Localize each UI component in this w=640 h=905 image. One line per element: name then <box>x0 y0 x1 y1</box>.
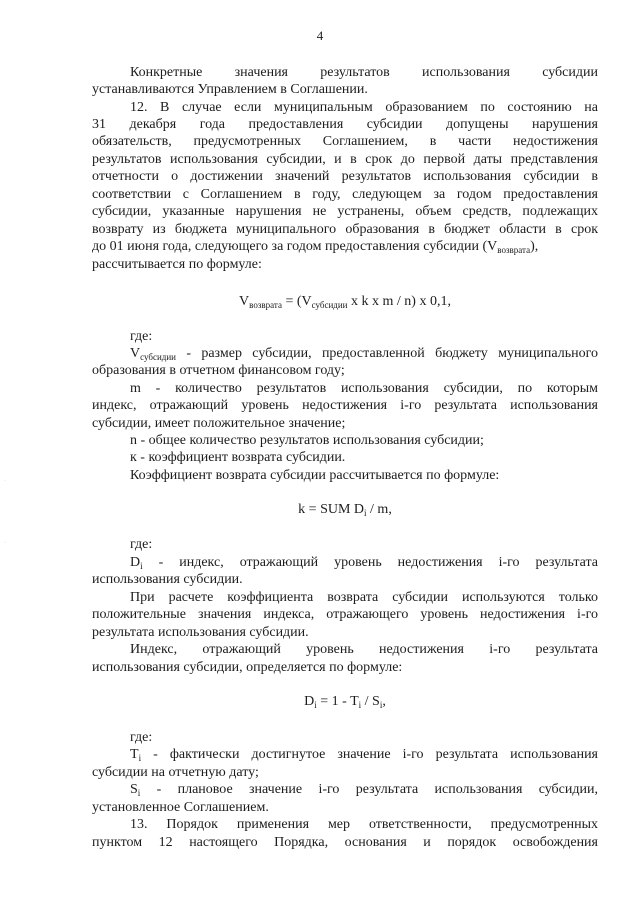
text-line: отчетности о достижении значений результатов использования субсидии в <box>92 169 598 184</box>
scan-edge-mark: · <box>4 478 6 484</box>
text-line: субсидии на отчетную дату; <box>92 765 259 780</box>
text-line: результатов использования субсидии, и в срок до первой даты представления <box>92 152 598 167</box>
definition-v-subsidy: $V_{субсидии}$ - размер субсидии, предоставленной бюджету муниципального <box>130 346 598 362</box>
definition-s: $S_i$ - плановое значение i-го результата использования субсидии, <box>130 782 598 798</box>
text-line: индекс, отражающий уровень недостижения i-го результата использования <box>92 398 598 413</box>
text-line: субсидии, имеет положительное значение; <box>92 416 346 431</box>
where-label: где: <box>130 329 153 344</box>
text-line: положительные значения индекса, отражающего уровень недостижения i-го <box>92 607 598 622</box>
paragraph-13-start: 13. Порядок применения мер ответственности, предусмотренных <box>130 817 598 832</box>
scan-edge-mark: · <box>4 540 6 546</box>
text-line: субсидии, указанные нарушения не устранены, объем средств, подлежащих <box>92 204 598 219</box>
text-line: обязательств, предусмотренных Соглашением, в части недостижения <box>92 134 598 149</box>
definition-m: m - количество результатов использования субсидии, по которым <box>130 381 598 396</box>
text-line: пунктом 12 настоящего Порядка, основания и порядок освобождения <box>92 835 598 850</box>
paragraph-12-start: 12. В случае если муниципальным образованием по состоянию на <box>130 100 598 115</box>
text-line: соответствии с Соглашением в году, следующем за годом предоставления <box>92 187 598 202</box>
definition-k: к - коэффициент возврата субсидии. <box>130 450 346 465</box>
page-number: 4 <box>316 28 324 43</box>
text-line: до 01 июня года, следующего за годом предоставления субсидии $(V_{возврата})$, <box>92 239 539 255</box>
definition-t: $T_i$ - фактически достигнутое значение i-го результата использования <box>130 747 598 763</box>
text-line: Конкретные значения результатов использования субсидии <box>130 65 598 80</box>
definition-n: n - общее количество результатов использования субсидии; <box>130 433 484 448</box>
definition-d: $D_i$ - индекс, отражающий уровень недостижения i-го результата <box>130 555 598 571</box>
where-label: где: <box>130 730 153 745</box>
text-line: образования в отчетном финансовом году; <box>92 363 345 378</box>
text-line: установленное Соглашением. <box>92 800 269 815</box>
text-line: рассчитывается по формуле: <box>92 257 262 272</box>
text-line: использования субсидии. <box>92 572 243 587</box>
text-line: Коэффициент возврата субсидии рассчитывается по формуле: <box>130 468 500 483</box>
text-line: возврату из бюджета муниципального образования в бюджет области в срок <box>92 222 598 237</box>
formula-d: $D_i = 1 - T_i / S_i$, <box>304 694 386 710</box>
formula-k: k = SUM $D_i$ / m, <box>298 502 392 518</box>
formula-v-return: $V_{возврата} = (V_{субсидии}$ x k x m / n) x 0,1, <box>239 294 451 310</box>
text-line: результата использования субсидии. <box>92 625 309 640</box>
where-label: где: <box>130 537 153 552</box>
text-line: 31 декабря года предоставления субсидии допущены нарушения <box>92 117 598 132</box>
text-line: устанавливаются Управлением в Соглашении. <box>92 82 368 97</box>
text-line: При расчете коэффициента возврата субсидии используются только <box>130 590 598 605</box>
text-line: Индекс, отражающий уровень недостижения i-го результата <box>130 642 598 657</box>
text-line: использования субсидии, определяется по формуле: <box>92 660 403 675</box>
